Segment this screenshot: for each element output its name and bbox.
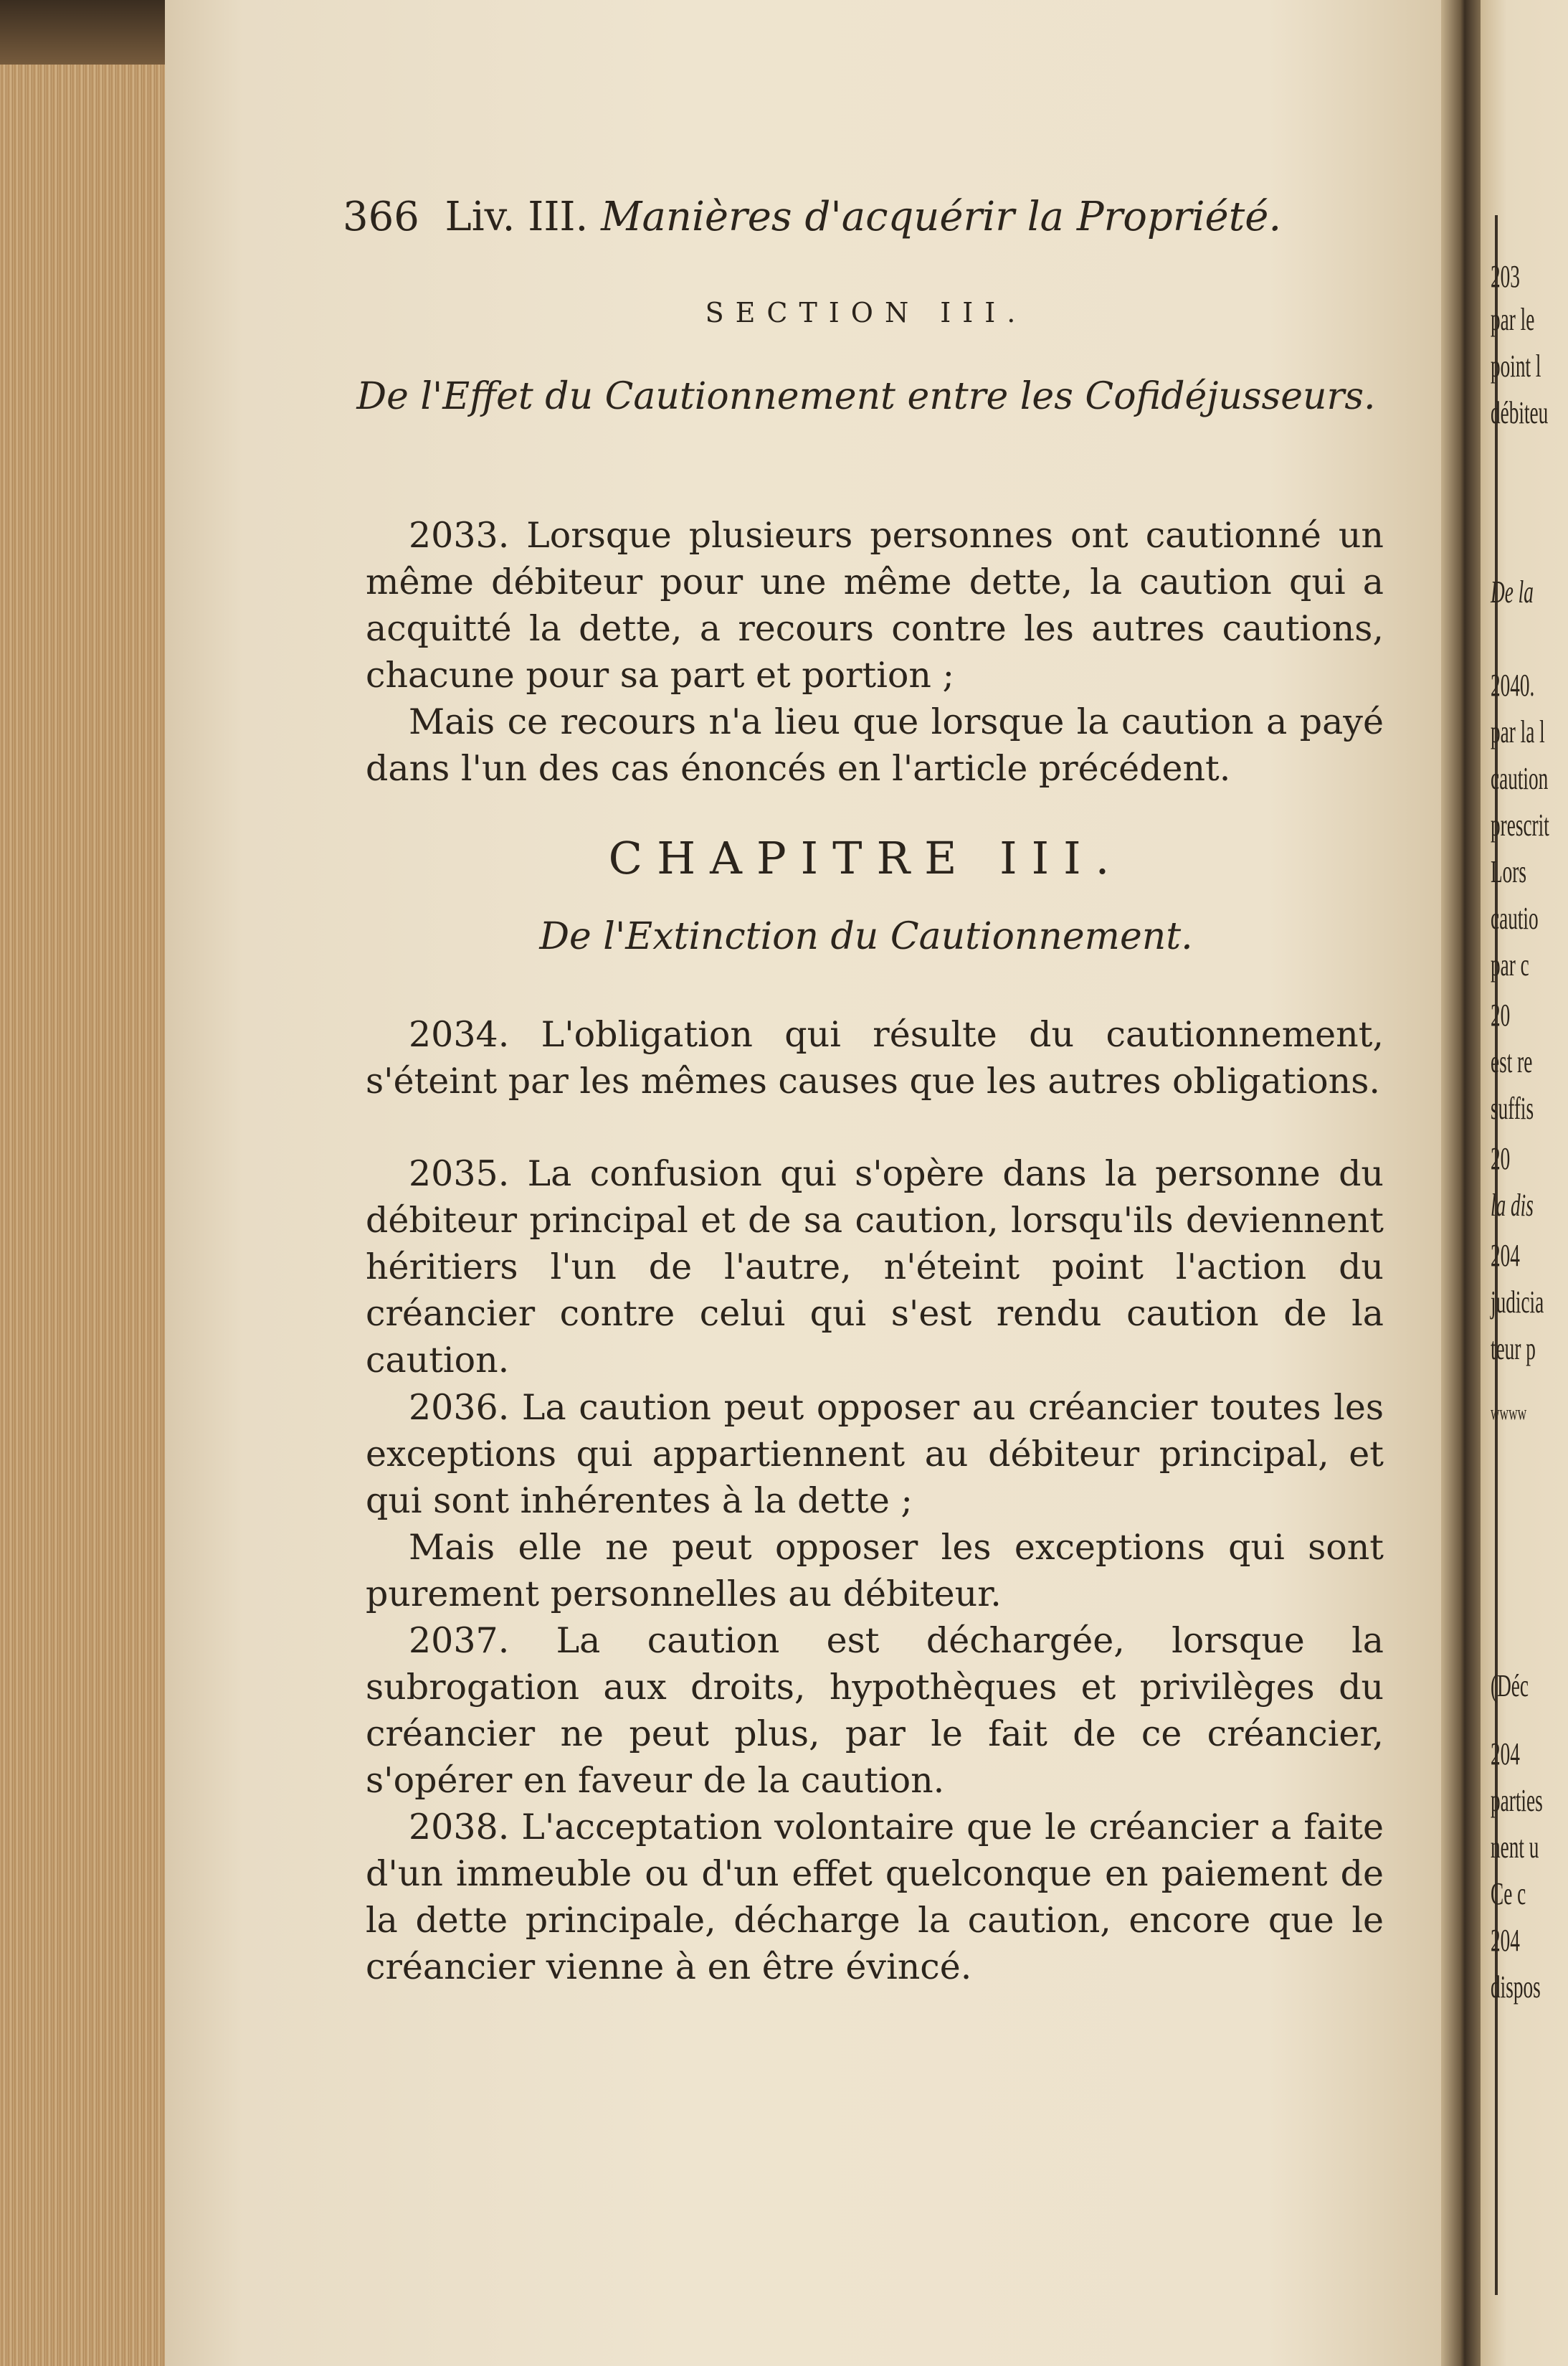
article-text: 2034. L'obligation qui résulte du cautionnement, s'éteint par les mêmes causes que les autres obligations. [366,1014,1384,1102]
next-page-fragment: judicia [1491,1284,1544,1320]
next-page-fragment: point l [1491,349,1541,384]
article-paragraph [366,1804,1384,1990]
article-paragraph [366,1384,1384,1524]
article-text: 2035. La confusion qui s'opère dans la personne du débiteur principal et de sa caution, lorsqu'ils deviennent héritiers l'un de l'autre, n'éteint point l'action du créancier contre celui qui s'est rendu caution de la caution. [366,1153,1384,1381]
next-page-fragment: nent u [1491,1830,1539,1865]
article-text: 2038. L'acceptation volontaire que le créancier a faite d'un immeuble ou d'un effet quelconque en paiement de la dette principale, décharge la caution, encore que le créancier vienne à en être évincé. [366,1807,1384,1987]
next-page-fragment: débiteu [1491,395,1549,430]
next-page-fragment: 20 [1491,1141,1511,1176]
article-text: Mais ce recours n'a lieu que lorsque la caution a payé dans l'un des cas énoncés en l'article précédent. [366,701,1384,789]
next-page-fragment: dispos [1491,1969,1541,2005]
next-page-fragment: par c [1491,947,1529,983]
next-page-fragment: prescrit [1491,808,1549,843]
next-page-fragment: 204 [1491,1923,1520,1958]
book-gutter [1441,0,1484,2366]
next-page-fragment: caution [1491,761,1549,796]
next-page-fragment: De la [1491,574,1534,610]
next-page-fragment: parties [1491,1783,1543,1818]
next-page-fragment: 20 [1491,998,1511,1033]
chapter-subtitle: De l'Extinction du Cautionnement. [539,915,1193,958]
next-page-fragment: 204 [1491,1238,1520,1273]
next-page-fragment: 204 [1491,1736,1520,1771]
running-title: Manières d'acquérir la Propriété. [601,194,1282,240]
article-text: 2036. La caution peut opposer au créancier toutes les exceptions qui appartiennent au débiteur principal, et qui sont inhérentes à la dette ; [366,1387,1384,1521]
next-page-fragment: 203 [1491,259,1520,294]
section-title: SECTION III. [705,297,1027,328]
article-paragraph [366,1524,1384,1617]
running-head [343,194,1389,240]
next-page-fragment: Ce c [1491,1876,1526,1911]
next-page-fragment: teur p [1491,1331,1536,1366]
next-page-fragment: Lors [1491,854,1527,889]
next-page-sliver [1481,0,1568,2366]
next-page-fragment: 2040. [1491,668,1535,703]
article-paragraph [366,512,1384,699]
next-page-fragment: par la l [1491,714,1545,749]
next-page-fragment: est re [1491,1044,1533,1079]
section-subtitle: De l'Effet du Cautionnement entre les Cofidéjusseurs. [356,375,1376,418]
article-text: 2037. La caution est déchargée, lorsque la subrogation aux droits, hypothèques et privilèges du créancier ne peut plus, par le fait de ce créancier, s'opérer en faveur de la caution. [366,1620,1384,1801]
book-fore-edge [0,65,172,2366]
article-paragraph [366,1150,1384,1383]
next-page-fragment: wwww [1491,1402,1527,1424]
article-paragraph [366,1617,1384,1804]
book-label: Liv. III. [445,194,589,240]
article-paragraph [366,1011,1384,1104]
article-paragraph [366,699,1384,792]
next-page-fragment: suffis [1491,1091,1534,1126]
next-page-fragment: cautio [1491,901,1539,936]
article-text: Mais elle ne peut opposer les exceptions qui sont purement personnelles au débiteur. [366,1527,1384,1614]
next-page-fragment: (Déc [1491,1668,1529,1703]
page-number: 366 [343,194,419,240]
chapter-title: CHAPITRE III. [608,832,1124,884]
next-page-fragment: par le [1491,302,1535,337]
next-page-fragment: la dis [1491,1188,1534,1223]
article-text: 2033. Lorsque plusieurs personnes ont cautionné un même débiteur pour une même dette, la caution qui a acquitté la dette, a recours contre les autres cautions, chacune pour sa part et portion ; [366,515,1384,696]
